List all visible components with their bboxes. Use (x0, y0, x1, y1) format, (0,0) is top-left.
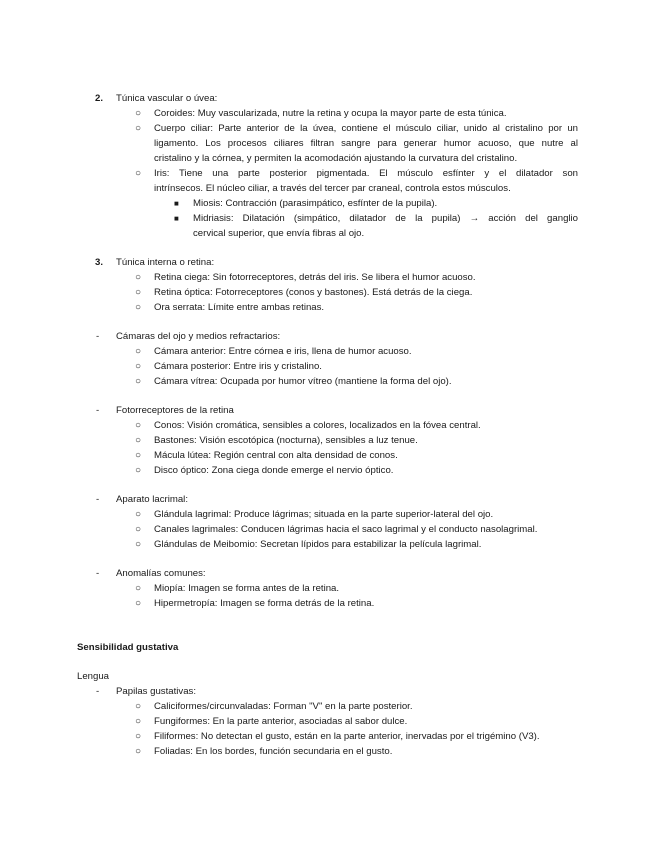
circle-bullet-icon: ○ (135, 524, 142, 535)
list-item: Disco óptico: Zona ciega donde emerge el nervio óptico. (154, 465, 394, 476)
section-title: Túnica interna o retina: (116, 257, 215, 268)
list-item: Glándula lagrimal: Produce lágrimas; situada en la parte superior-lateral del ojo. (154, 509, 494, 520)
list-item: Cámara vítrea: Ocupada por humor vítreo (mantiene la forma del ojo). (154, 376, 452, 387)
circle-bullet-icon: ○ (135, 376, 142, 387)
list-item: Conos: Visión cromática, sensibles a colores, localizados en la fóvea central. (154, 420, 481, 431)
list-item: Glándulas de Meibomio: Secretan lípidos para estabilizar la película lagrimal. (154, 539, 482, 550)
list-item: Canales lagrimales: Conducen lágrimas hacia el saco lagrimal y el conducto nasolagrimal. (154, 524, 538, 535)
list-item: Retina ciega: Sin fotorreceptores, detrás del iris. Se libera el humor acuoso. (154, 272, 476, 283)
list-item: Fungiformes: En la parte anterior, asociadas al sabor dulce. (154, 716, 408, 727)
list-item: Cámara anterior: Entre córnea e iris, llena de humor acuoso. (154, 346, 412, 357)
dash-bullet-icon: - (96, 686, 100, 697)
dash-bullet-icon: - (96, 568, 100, 579)
dash-bullet-icon: - (96, 331, 100, 342)
circle-bullet-icon: ○ (135, 435, 142, 446)
list-item: Ora serrata: Límite entre ambas retinas. (154, 302, 325, 313)
list-item: Retina óptica: Fotorreceptores (conos y bastones). Está detrás de la ciega. (154, 287, 473, 298)
list-item: Miopía: Imagen se forma antes de la retina. (154, 583, 340, 594)
section-title: Fotorreceptores de la retina (116, 405, 234, 416)
circle-bullet-icon: ○ (135, 272, 142, 283)
list-item: Cámara posterior: Entre iris y cristalino. (154, 361, 322, 372)
circle-bullet-icon: ○ (135, 302, 142, 313)
sub-heading: Lengua (77, 671, 110, 682)
list-item: Cuerpo ciliar: Parte anterior de la úvea, contiene el músculo ciliar, unido al cristalino por un (154, 123, 578, 134)
circle-bullet-icon: ○ (135, 701, 142, 712)
list-item: Coroides: Muy vascularizada, nutre la retina y ocupa la mayor parte de esta túnica. (154, 108, 507, 119)
circle-bullet-icon: ○ (135, 420, 142, 431)
section-title: Túnica vascular o úvea: (116, 93, 218, 104)
circle-bullet-icon: ○ (135, 716, 142, 727)
circle-bullet-icon: ○ (135, 108, 142, 119)
circle-bullet-icon: ○ (135, 598, 142, 609)
circle-bullet-icon: ○ (135, 465, 142, 476)
circle-bullet-icon: ○ (135, 168, 142, 179)
sub-list-item: Midriasis: Dilatación (simpático, dilatador de la pupila) → acción del ganglio (193, 213, 578, 224)
section-title: Papilas gustativas: (116, 686, 196, 697)
list-item: Hipermetropía: Imagen se forma detrás de la retina. (154, 598, 375, 609)
square-bullet-icon: ■ (174, 214, 179, 223)
circle-bullet-icon: ○ (135, 509, 142, 520)
section-title: Cámaras del ojo y medios refractarios: (116, 331, 281, 342)
circle-bullet-icon: ○ (135, 361, 142, 372)
section-title: Aparato lacrimal: (116, 494, 188, 505)
sub-list-item-continuation: cervical superior, que envía fibras al ojo. (193, 228, 365, 239)
circle-bullet-icon: ○ (135, 287, 142, 298)
dash-bullet-icon: - (96, 494, 100, 505)
circle-bullet-icon: ○ (135, 346, 142, 357)
list-number: 3. (95, 257, 104, 268)
square-bullet-icon: ■ (174, 199, 179, 208)
list-number: 2. (95, 93, 104, 104)
section-heading: Sensibilidad gustativa (77, 642, 179, 653)
list-item: Mácula lútea: Región central con alta densidad de conos. (154, 450, 398, 461)
list-item: Foliadas: En los bordes, función secundaria en el gusto. (154, 746, 393, 757)
sub-list-item: Miosis: Contracción (parasimpático, esfínter de la pupila). (193, 198, 438, 209)
circle-bullet-icon: ○ (135, 539, 142, 550)
list-item: Iris: Tiene una parte posterior pigmentada. El músculo esfínter y el dilatador son (154, 168, 578, 179)
list-item-continuation: intrínsecos. El núcleo ciliar, a través del tercer par craneal, controla estos músculos. (154, 183, 511, 194)
circle-bullet-icon: ○ (135, 583, 142, 594)
list-item: Caliciformes/circunvaladas: Forman "V" en la parte posterior. (154, 701, 413, 712)
section-title: Anomalías comunes: (116, 568, 206, 579)
list-item-continuation: ligamento. Los procesos ciliares filtran sangre para generar humor acuoso, que nutre al (154, 138, 578, 149)
list-item-continuation: cristalino y la córnea, y permiten la acomodación ajustando la curvatura del cristalino. (154, 153, 518, 164)
dash-bullet-icon: - (96, 405, 100, 416)
circle-bullet-icon: ○ (135, 731, 142, 742)
circle-bullet-icon: ○ (135, 746, 142, 757)
circle-bullet-icon: ○ (135, 450, 142, 461)
list-item: Bastones: Visión escotópica (nocturna), sensibles a luz tenue. (154, 435, 418, 446)
circle-bullet-icon: ○ (135, 123, 142, 134)
list-item: Filiformes: No detectan el gusto, están en la parte anterior, inervadas por el trigémino (V3). (154, 731, 540, 742)
